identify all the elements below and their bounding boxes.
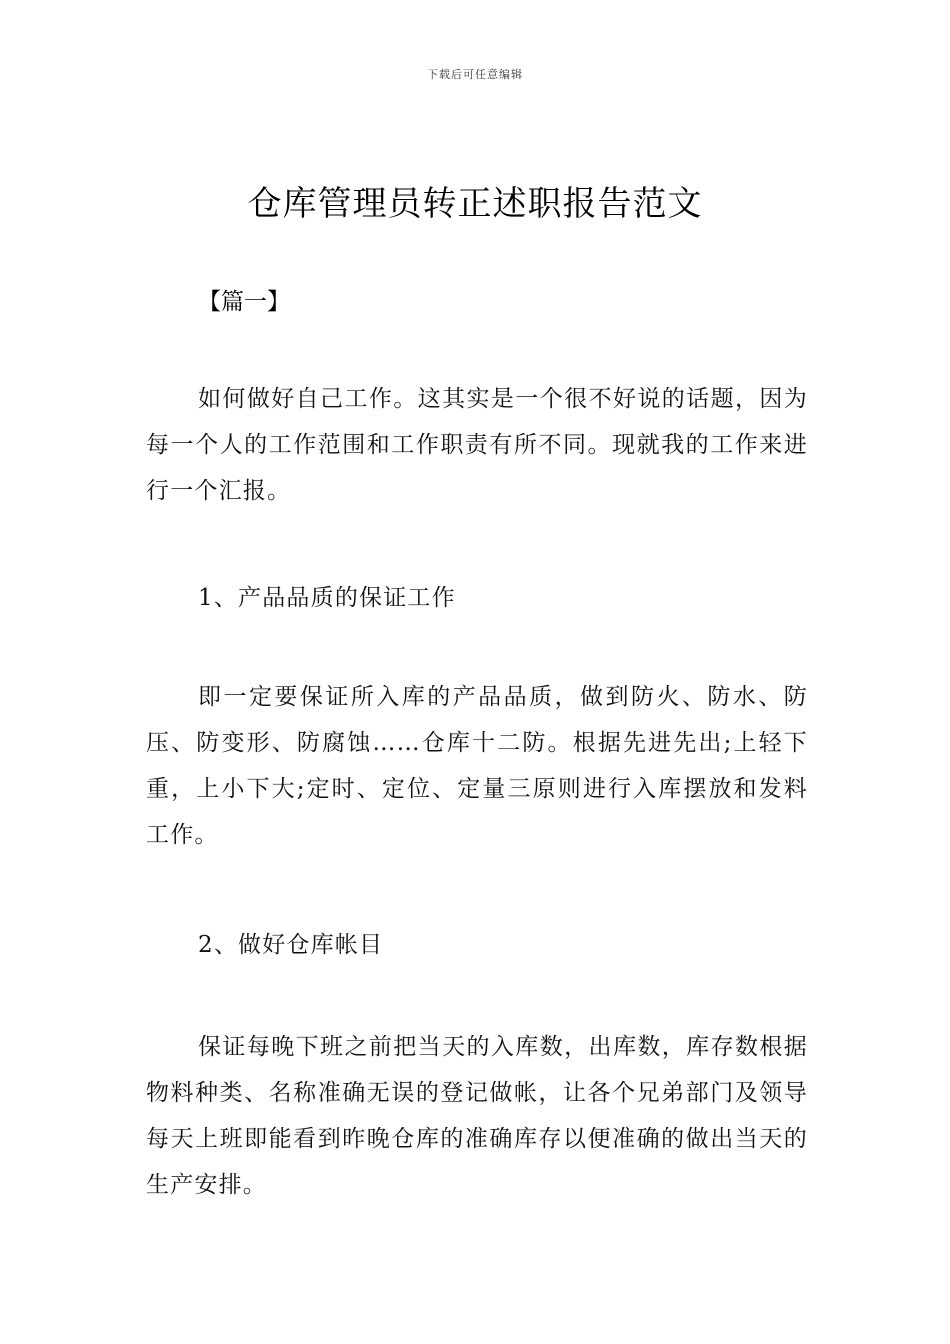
header-note: 下载后可任意编辑 <box>427 68 523 81</box>
item1-paragraph: 即一定要保证所入库的产品品质，做到防火、防水、防压、防变形、防腐蚀……仓库十二防。根据先进先出;上轻下重，上小下大;定时、定位、定量三原则进行入库摆放和发料工作。 <box>146 684 808 848</box>
document-title: 仓库管理员转正述职报告范文 <box>247 184 703 224</box>
intro-paragraph: 如何做好自己工作。这其实是一个很不好说的话题，因为每一个人的工作范围和工作职责有所不同。现就我的工作来进行一个汇报。 <box>146 386 808 504</box>
item2-heading: 2、做好仓库帐目 <box>198 932 384 958</box>
item1-heading: 1、产品品质的保证工作 <box>198 585 456 611</box>
item2-paragraph: 保证每晚下班之前把当天的入库数，出库数，库存数根据物料种类、名称准确无误的登记做帐，让各个兄弟部门及领导每天上班即能看到昨晚仓库的准确库存以便准确的做出当天的生产安排。 <box>146 1034 808 1198</box>
section-label: 【篇一】 <box>198 289 290 315</box>
